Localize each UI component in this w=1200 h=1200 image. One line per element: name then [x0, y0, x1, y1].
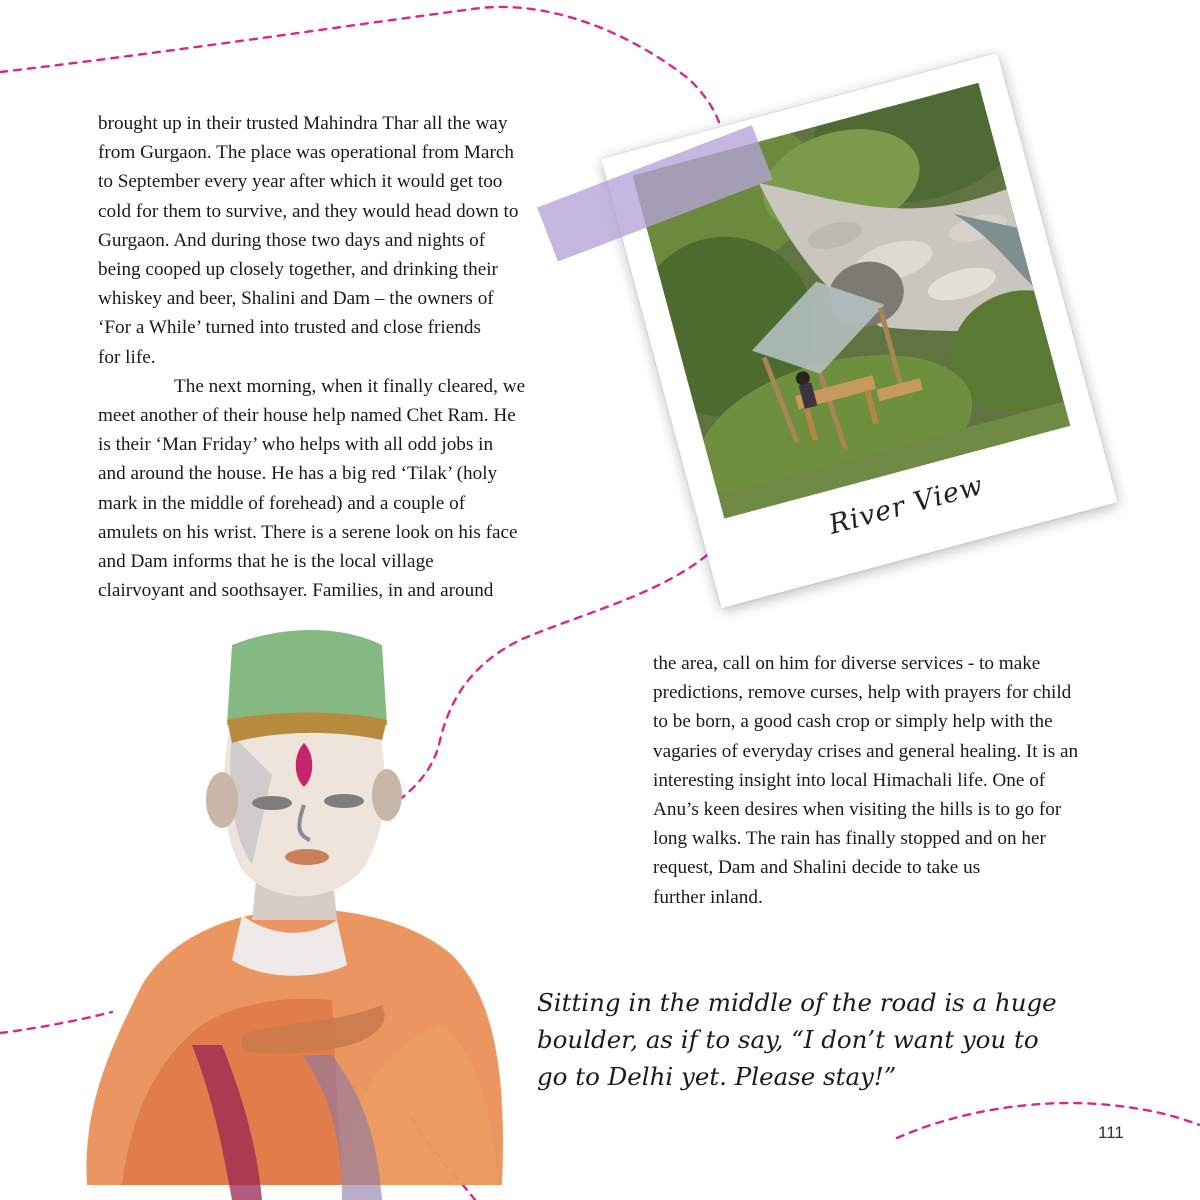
- text-line: whiskey and beer, Shalini and Dam – the owners of: [98, 288, 494, 310]
- text-line: to be born, a good cash crop or simply help with the: [653, 711, 1053, 733]
- photo-caption: River View: [825, 469, 987, 541]
- paragraph-start-line: The next morning, when it finally cleared, we: [174, 375, 526, 397]
- text-line: vagaries of everyday crises and general healing. It is an: [653, 740, 1079, 762]
- text-line: predictions, remove curses, help with prayers for child: [653, 682, 1072, 704]
- text-line: interesting insight into local Himachali life. One of: [653, 769, 1046, 791]
- pull-quote: [537, 984, 1097, 1095]
- text-line: clairvoyant and soothsayer. Families, in and around: [98, 580, 494, 602]
- text-line: to September every year after which it would get too: [98, 171, 503, 193]
- text-line: being cooped up closely together, and drinking their: [98, 259, 498, 281]
- text-line: and Dam informs that he is the local village: [98, 551, 434, 573]
- text-line: for life.: [98, 346, 156, 368]
- text-line: mark in the middle of forehead) and a couple of: [98, 492, 466, 514]
- text-line: Anu’s keen desires when visiting the hills is to go for: [653, 799, 1062, 821]
- quote-line: Sitting in the middle of the road is a huge: [537, 988, 1057, 1017]
- text-line: long walks. The rain has finally stopped and on her: [653, 828, 1046, 850]
- text-line: amulets on his wrist. There is a serene look on his face: [98, 521, 518, 543]
- text-line: and around the house. He has a big red ‘Tilak’ (holy: [98, 463, 498, 485]
- text-line: from Gurgaon. The place was operational from March: [98, 142, 514, 164]
- watercolor-portrait: [82, 625, 512, 1200]
- article-column-1: [98, 109, 568, 605]
- text-line: ‘For a While’ turned into trusted and close friends: [98, 317, 481, 339]
- page-number: 111: [1098, 1123, 1124, 1142]
- text-line: request, Dam and Shalini decide to take us: [653, 857, 981, 879]
- text-line: brought up in their trusted Mahindra Thar all the way: [98, 113, 508, 134]
- text-line: Gurgaon. And during those two days and nights of: [98, 229, 486, 251]
- text-line: meet another of their house help named Chet Ram. He: [98, 405, 516, 427]
- quote-line: boulder, as if to say, “I don’t want you to: [537, 1025, 1039, 1054]
- text-line: cold for them to survive, and they would head down to: [98, 200, 519, 222]
- article-column-2: [653, 649, 1123, 912]
- text-line: the area, call on him for diverse services - to make: [653, 653, 1041, 674]
- text-line: is their ‘Man Friday’ who helps with all odd jobs in: [98, 434, 494, 456]
- quote-line: go to Delhi yet. Please stay!”: [537, 1062, 897, 1091]
- text-line: further inland.: [653, 886, 763, 908]
